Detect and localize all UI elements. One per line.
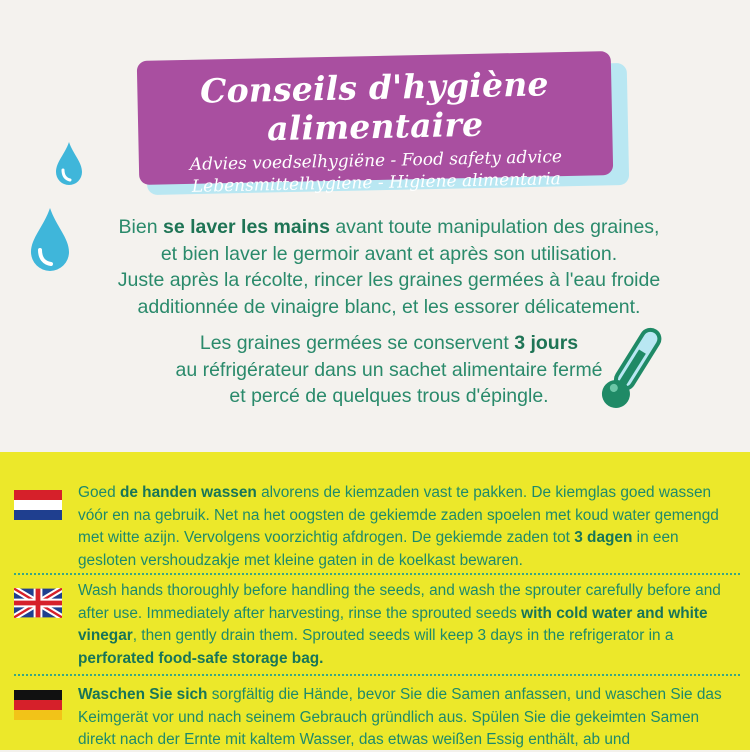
fr-line: et percé de quelques trous d'épingle. — [229, 385, 549, 407]
fr-text: Les graines germées se conservent — [199, 332, 515, 354]
title-banner — [137, 51, 613, 197]
fr-line: Juste après la récolte, rincer les graines germées à l'eau froide — [117, 269, 661, 291]
flag-uk-icon — [14, 588, 62, 618]
fr-bold: 3 jours — [514, 332, 579, 354]
thermometer-icon — [596, 318, 666, 418]
en-text: , then gently drain them. Sprouted seeds will keep 3 days in the refrigerator in a — [132, 627, 674, 644]
german-text — [78, 684, 740, 752]
fr-line — [64, 214, 714, 241]
fr-line: additionnée de vinaigre blanc, et les essorer délicatement. — [137, 295, 641, 318]
fr-line: et bien laver le germoir avant et après son utilisation. — [160, 242, 618, 265]
flag-germany-icon — [14, 690, 62, 720]
fr-text: Bien — [118, 216, 163, 238]
en-text: Wash hands thoroughly before handling the seeds, and wash the sprouter carefully before and after use. Immediately after harvesting, rinse the sprouted seeds — [78, 582, 721, 622]
banner-subtitle-2: Lebensmittelhygiene - Higiene alimentaria — [191, 169, 562, 197]
en-bold: perforated food-safe storage bag. — [78, 649, 324, 667]
banner-title: Conseils d'hygiène alimentaire — [199, 64, 549, 149]
fr-line: au réfrigérateur dans un sachet alimentaire fermé — [175, 358, 603, 381]
nl-bold: de handen wassen — [119, 484, 257, 501]
nl-bold: 3 dagen — [574, 529, 633, 546]
separator — [14, 573, 740, 575]
nl-text: Goed — [78, 484, 120, 501]
french-hand-washing-text — [64, 214, 714, 320]
english-text — [78, 580, 740, 670]
dutch-text — [78, 482, 740, 572]
de-bold: Waschen Sie sich — [78, 686, 208, 703]
en-bold: with cold water and white vinegar — [78, 604, 708, 644]
fr-bold: se laver les mains — [162, 216, 330, 238]
banner-subtitle-1: Advies voedselhygiëne - Food safety advice — [189, 147, 563, 175]
flag-netherlands-icon — [14, 490, 62, 520]
nl-text: in een gesloten vershoudzakje met kleine gaten in de koelkast bewaren. — [78, 529, 679, 569]
nl-text: alvorens de kiemzaden vast te pakken. De kiemglas goed wassen vóór en na gebruik. Net na het oogsten de gekiemde zaden spoelen met koud water gemengd met witte azijn. Vervolgens voorzichtig afdrogen. De gekiemde zaden tot — [78, 484, 719, 546]
separator — [14, 674, 740, 676]
de-text: sorgfältig die Hände, bevor Sie die Samen anfassen, und waschen Sie das Keimgerät vor und nach seinem Gebrauch gründlich aus. Spülen Sie die gekeimten Samen direkt nach der Ernte mit kaltem Wasser, das etwas weißen Essig enthält, ab und — [78, 686, 722, 748]
water-drop-icon — [54, 140, 84, 186]
fr-text: avant toute manipulation des graines, — [329, 216, 660, 238]
